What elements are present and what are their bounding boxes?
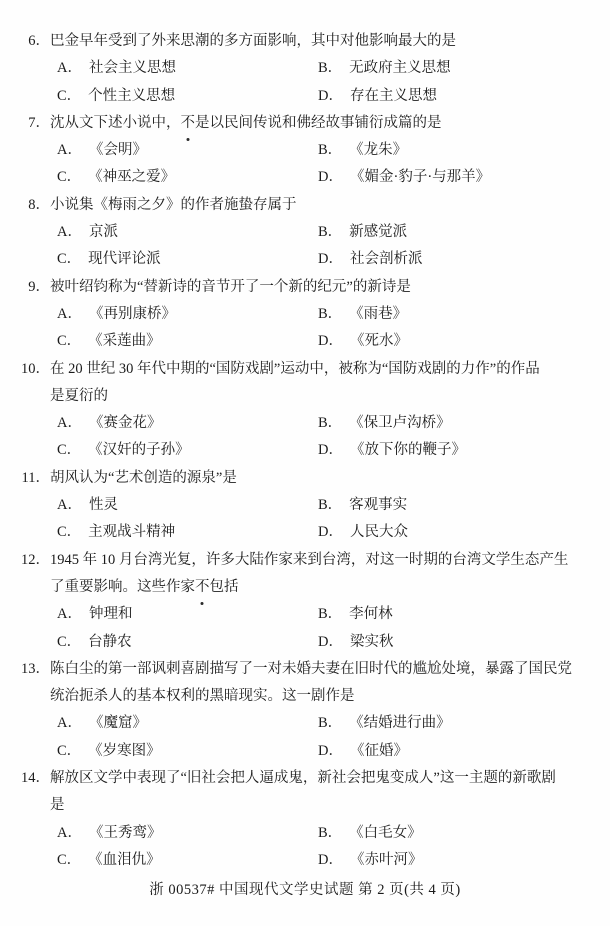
question-stem	[50, 574, 610, 601]
option-letter: C．	[57, 169, 82, 186]
question-stem	[50, 383, 610, 410]
option-text: 《汉奸的子孙》	[88, 442, 190, 459]
option	[318, 519, 610, 546]
option-text: 《征婚》	[349, 742, 408, 759]
option-text: 新感觉派	[349, 224, 408, 241]
option	[57, 820, 318, 847]
question-stem-row	[0, 383, 610, 410]
question-stem-row	[0, 765, 610, 792]
option	[57, 629, 318, 656]
option	[57, 301, 318, 328]
options-grid	[57, 137, 610, 192]
options-grid	[57, 601, 610, 656]
stem-text: 巴金早年受到了外来思潮的多方面影响，其中对他影响最大的是	[50, 33, 456, 49]
question	[0, 356, 610, 465]
question-stem	[50, 792, 610, 819]
option	[318, 246, 610, 273]
option-text: 《魔窟》	[88, 715, 147, 732]
option-letter: B．	[318, 224, 343, 241]
option-text: 《王秀鸾》	[88, 824, 162, 841]
options-grid	[57, 55, 610, 110]
question	[0, 28, 610, 110]
option	[318, 137, 610, 164]
option	[57, 137, 318, 164]
question-number: 9．	[28, 278, 50, 295]
option	[57, 246, 318, 273]
option-text: 《白毛女》	[349, 824, 422, 841]
option-text: 《血泪仇》	[88, 851, 161, 868]
option-text: 《媚金·豹子·与那羊》	[349, 169, 491, 186]
question-list	[0, 28, 610, 874]
option-letter: C．	[57, 742, 82, 759]
option-text: 个性主义思想	[88, 87, 176, 104]
question-stem-row	[0, 547, 610, 574]
option-letter: A．	[57, 60, 82, 77]
question-stem-row	[0, 683, 610, 710]
question-stem-row	[0, 110, 610, 137]
stem-text: 是以民间传说和佛经故事铺衍成篇的是	[195, 114, 442, 131]
option	[318, 820, 610, 847]
question-stem-row	[0, 356, 610, 383]
options-grid	[57, 410, 610, 465]
option-letter: D．	[318, 442, 343, 459]
question-number: 12．	[21, 551, 50, 568]
option	[57, 710, 318, 737]
option	[318, 710, 610, 737]
option	[57, 219, 318, 246]
option	[57, 83, 318, 110]
question-stem-row	[0, 792, 610, 819]
option-text: 《会明》	[88, 142, 147, 159]
option	[318, 492, 610, 519]
stem-text: 包括	[209, 578, 239, 595]
option-letter: A．	[57, 142, 82, 159]
option-text: 《保卫卢沟桥》	[349, 415, 451, 432]
option-text: 《龙朱》	[349, 142, 408, 159]
option-text: 主观战斗精神	[88, 524, 176, 541]
option-letter: C．	[57, 251, 82, 268]
option-letter: A．	[57, 224, 82, 241]
page-footer: 浙 00537# 中国现代文学史试题 第 2 页(共 4 页)	[149, 882, 461, 899]
question-stem	[50, 656, 610, 683]
option-letter: C．	[57, 442, 82, 459]
stem-text: 胡风认为“艺术创造的源泉”是	[50, 469, 237, 486]
option-letter: B．	[318, 305, 343, 322]
question-stem	[50, 356, 610, 383]
question-number: 13．	[21, 660, 50, 677]
stem-text: 在 20 世纪 30 年代中期的“国防戏剧”运动中，被称为“国防戏剧的力作”的作品	[50, 360, 540, 377]
option	[318, 164, 610, 191]
stem-text: 被叶绍钧称为“替新诗的音节开了一个新的纪元”的新诗是	[50, 278, 411, 295]
option	[57, 164, 318, 191]
option-text: 京派	[88, 224, 118, 241]
stem-text: 1945 年 10 月台湾光复，许多大陆作家来到台湾，对这一时期的台湾文学生态产生	[50, 551, 569, 568]
stem-text: 是夏衍的	[50, 387, 108, 404]
options-grid	[57, 301, 610, 356]
options-grid	[57, 710, 610, 765]
question	[0, 192, 610, 274]
option-letter: A．	[57, 497, 82, 514]
option	[318, 83, 610, 110]
option-text: 人民大众	[349, 524, 408, 541]
option-letter: C．	[57, 851, 82, 868]
option-text: 《放下你的鞭子》	[349, 442, 466, 459]
stem-text: 解放区文学中表现了“旧社会把人逼成鬼，新社会把鬼变成人”这一主题的新歌剧	[50, 770, 556, 787]
options-grid	[57, 219, 610, 274]
stem-text: 小说集《梅雨之夕》的作者施蛰存属于	[50, 196, 297, 213]
option-letter: D．	[318, 333, 343, 350]
option	[318, 328, 610, 355]
option	[57, 55, 318, 82]
option	[57, 601, 318, 628]
question-stem	[50, 765, 610, 792]
emphasis-mark: 不	[181, 110, 196, 137]
question-number	[0, 574, 50, 601]
option-text: 《采莲曲》	[88, 333, 161, 350]
question-stem-row	[0, 574, 610, 601]
question-stem	[50, 110, 610, 137]
option-text: 客观事实	[349, 497, 408, 514]
option	[318, 301, 610, 328]
question-stem-row	[0, 656, 610, 683]
option	[318, 55, 610, 82]
option-text: 《赛金花》	[88, 415, 162, 432]
question-number: 6．	[28, 33, 50, 49]
stem-text: 陈白尘的第一部讽刺喜剧描写了一对未婚夫妻在旧时代的尴尬处境，暴露了国民党	[50, 660, 572, 677]
option-text: 《岁寒图》	[88, 742, 161, 759]
option-letter: D．	[318, 851, 343, 868]
question-stem	[50, 547, 610, 574]
option-text: 无政府主义思想	[349, 60, 451, 77]
question-number	[0, 383, 50, 410]
option	[318, 601, 610, 628]
question	[0, 110, 610, 192]
option	[57, 410, 318, 437]
option-letter: D．	[318, 251, 343, 268]
question-number	[0, 792, 50, 819]
option-letter: B．	[318, 142, 343, 159]
stem-text: 了重要影响。这些作家	[50, 578, 195, 595]
option	[57, 738, 318, 765]
option-text: 钟理和	[88, 606, 133, 623]
question-stem	[50, 28, 610, 55]
option-letter: C．	[57, 633, 82, 650]
option-text: 《雨巷》	[349, 305, 408, 322]
option-letter: B．	[318, 715, 343, 732]
option	[57, 847, 318, 874]
question-stem	[50, 274, 610, 301]
option	[318, 738, 610, 765]
option-letter: B．	[318, 60, 343, 77]
question-number: 11．	[21, 469, 50, 486]
option-text: 现代评论派	[88, 251, 161, 268]
question	[0, 765, 610, 874]
option	[57, 492, 318, 519]
question-stem-row	[0, 192, 610, 219]
option	[57, 437, 318, 464]
option-text: 性灵	[88, 497, 118, 514]
option-letter: C．	[57, 524, 82, 541]
option-letter: A．	[57, 715, 82, 732]
option-text: 社会剖析派	[349, 251, 423, 268]
option-letter: B．	[318, 415, 343, 432]
option-letter: A．	[57, 824, 82, 841]
options-grid	[57, 492, 610, 547]
option-letter: D．	[318, 742, 343, 759]
option-letter: C．	[57, 87, 82, 104]
option	[57, 519, 318, 546]
question-number	[0, 683, 50, 710]
option-letter: A．	[57, 415, 82, 432]
option-letter: B．	[318, 606, 343, 623]
question	[0, 274, 610, 356]
option-text: 存在主义思想	[349, 87, 437, 104]
option-letter: B．	[318, 497, 343, 514]
question-number: 7．	[28, 114, 50, 131]
option-text: 梁实秋	[349, 633, 394, 650]
option-text: 《结婚进行曲》	[349, 715, 451, 732]
option-letter: D．	[318, 524, 343, 541]
options-grid	[57, 820, 610, 875]
question-number: 10．	[21, 360, 50, 377]
emphasis-mark: 不	[195, 574, 210, 601]
question-stem	[50, 683, 610, 710]
question-stem	[50, 192, 610, 219]
option-letter: A．	[57, 305, 82, 322]
option-text: 《再别康桥》	[88, 305, 176, 322]
option	[318, 219, 610, 246]
option-letter: D．	[318, 633, 343, 650]
stem-text: 统治扼杀人的基本权利的黑暗现实。这一剧作是	[50, 688, 355, 705]
option-text: 《神巫之爱》	[88, 169, 176, 186]
option	[318, 847, 610, 874]
option-text: 社会主义思想	[88, 60, 176, 77]
option-text: 《死水》	[349, 333, 408, 350]
option-letter: A．	[57, 606, 82, 623]
option	[57, 328, 318, 355]
stem-text: 沈从文下述小说中，	[50, 114, 181, 131]
option-text: 台静农	[88, 633, 132, 650]
question	[0, 465, 610, 547]
question-stem	[50, 465, 610, 492]
option-text: 李何林	[349, 606, 393, 623]
question	[0, 547, 610, 656]
option-letter: D．	[318, 87, 343, 104]
question-stem-row	[0, 28, 610, 55]
option-letter: D．	[318, 169, 343, 186]
question	[0, 656, 610, 765]
question-number: 14．	[21, 770, 50, 787]
option	[318, 410, 610, 437]
option	[318, 437, 610, 464]
question-stem-row	[0, 465, 610, 492]
option-text: 《赤叶河》	[349, 851, 423, 868]
option-letter: C．	[57, 333, 82, 350]
question-stem-row	[0, 274, 610, 301]
stem-text: 是	[50, 797, 65, 814]
question-number: 8．	[28, 196, 50, 213]
option	[318, 629, 610, 656]
option-letter: B．	[318, 824, 343, 841]
